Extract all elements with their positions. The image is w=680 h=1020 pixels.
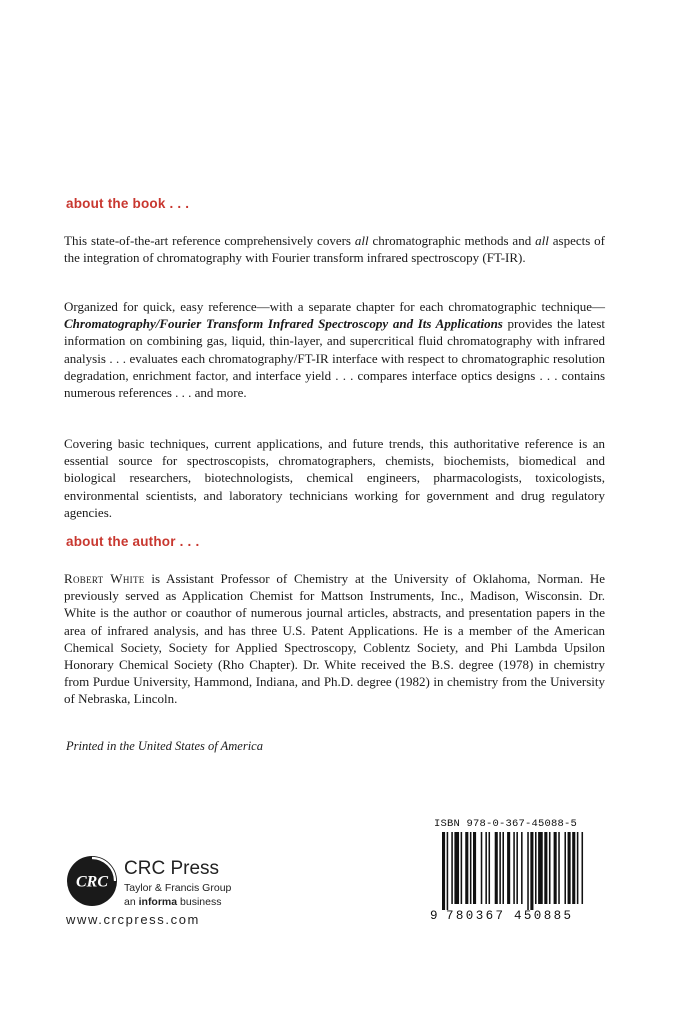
- barcode-bar: [577, 832, 579, 904]
- barcode-bar: [564, 832, 566, 904]
- barcode-bar: [554, 832, 557, 904]
- barcode-bar: [451, 832, 453, 904]
- barcode-bar: [538, 832, 543, 904]
- publisher-url: www.crcpress.com: [66, 912, 200, 927]
- publisher-group: Taylor & Francis Group: [124, 882, 232, 894]
- barcode-bar: [516, 832, 518, 904]
- barcode-bar: [442, 832, 445, 910]
- barcode-bar: [582, 832, 584, 904]
- barcode-bar: [544, 832, 547, 904]
- book-paragraph-3: Covering basic techniques, current applications, and future trends, this authoritative reference is an essential source for spectroscopists, chromatographers, chemists, biochemists, biomedical and biological researchers, biotechnologists, chemical engineers, pharmacologists, toxicologists, environmental scientists, and laboratory technicians working for government and drug regulatory agencies.: [64, 436, 605, 520]
- printed-in-note: Printed in the United States of America: [66, 739, 263, 753]
- barcode-bar: [465, 832, 468, 904]
- barcode-bar: [568, 832, 571, 904]
- isbn-barcode: ISBN 978-0-367-45088-5 9 780367 450885: [432, 818, 587, 928]
- barcode-bar: [502, 832, 504, 904]
- author-bio: Robert White is Assistant Professor of Chemistry at the University of Oklahoma, Norman. He previously served as Application Chemist for Mattson Instruments, Inc., Madison, Wisconsin. Dr. White is the author or coauthor of numerous journal articles, abstracts, and presentation papers in the area of infrared analysis, and has three U.S. Patent Applications. He is a member of the American Chemical Society, Society for Applied Spectroscopy, Coblentz Society, and Phi Lambda Upsilon Honorary Chemical Society (Rho Chapter). Dr. White received the B.S. degree (1978) in chemistry from Purdue University, Hammond, Indiana, and Ph.D. degree (1982) in chemistry from the University of Nebraska, Lincoln.: [64, 571, 606, 707]
- barcode-bar: [507, 832, 510, 904]
- book-title: Chromatography/Fourier Transform Infrared Spectroscopy and Its Applications: [64, 316, 503, 332]
- barcode-bar: [521, 832, 523, 904]
- crc-press-logo: [66, 855, 306, 935]
- barcode-bar: [489, 832, 491, 904]
- book-paragraph-1: This state-of-the-art reference comprehensively covers all chromatographic methods and all aspects of the integration of chromatography with Fourier transform infrared spectroscopy (FT-IR).: [64, 233, 605, 266]
- barcode-bar: [499, 832, 501, 904]
- about-author-heading: about the author . . .: [66, 534, 200, 549]
- barcode-bar: [447, 832, 449, 910]
- barcode-bar: [572, 832, 575, 904]
- barcode-bar: [549, 832, 551, 904]
- book-paragraph-2: Organized for quick, easy reference—with a separate chapter for each chromatographic technique—Chromatography/Fourier Transform Infrared Spectroscopy and Its Applications provides the latest information on combining gas, liquid, thin-layer, and supercritical fluid chromatography with infrared analysis . . . evaluates each chromatography/FT-IR interface with respect to chromatographic resolution degradation, enrichment factor, and interface yield . . . compares interface optics designs . . . contains numerous references . . . and more.: [64, 299, 605, 401]
- barcode-bar: [461, 832, 463, 904]
- barcode-bar: [454, 832, 459, 904]
- barcode-bar: [558, 832, 560, 904]
- barcode-bar: [470, 832, 472, 904]
- author-name: Robert White: [64, 571, 145, 586]
- publisher-tagline: an informa business: [124, 896, 222, 908]
- barcode-bar: [473, 832, 476, 904]
- about-book-heading: about the book . . .: [66, 196, 190, 211]
- barcode-bar: [527, 832, 529, 910]
- isbn-label: ISBN 978-0-367-45088-5: [434, 818, 578, 830]
- barcode-bar: [513, 832, 515, 904]
- crc-logo-icon: [66, 855, 118, 907]
- barcode-bar: [495, 832, 498, 904]
- barcode-bar: [481, 832, 483, 904]
- crc-logo-mark: CRC: [75, 873, 109, 891]
- barcode-bar: [535, 832, 537, 904]
- barcode-bars: [432, 832, 587, 910]
- barcode-bar: [530, 832, 533, 910]
- barcode-bar: [485, 832, 487, 904]
- publisher-name: CRC Press: [124, 858, 220, 879]
